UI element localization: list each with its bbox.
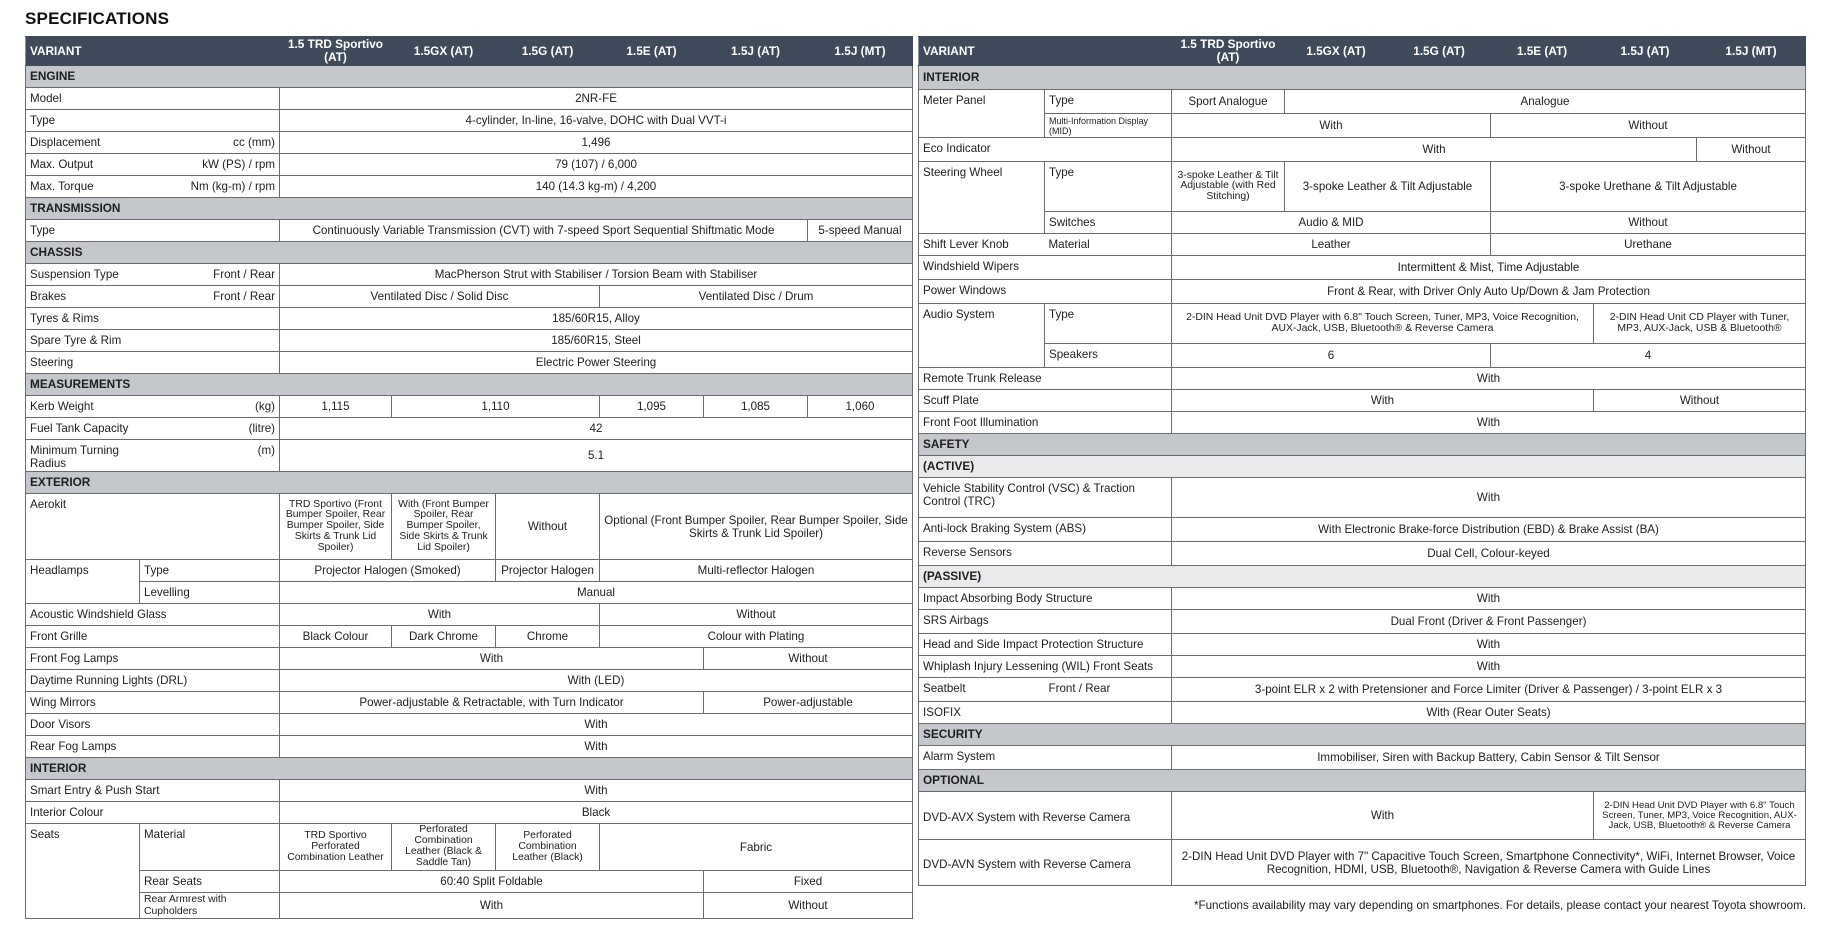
- spec-label: Windshield Wipers: [919, 256, 1172, 280]
- spec-unit: (m): [140, 440, 280, 472]
- variant-header: 1.5J (MT): [1697, 37, 1806, 66]
- table-row: [919, 518, 1806, 542]
- spec-label: Front Grille: [26, 626, 280, 648]
- table-row: [919, 542, 1806, 566]
- table-row: [26, 396, 913, 418]
- spec-value: 3-spoke Urethane & Tilt Adjustable: [1491, 162, 1806, 212]
- spec-value: Perforated Combination Leather (Black): [496, 824, 600, 871]
- spec-label: DVD-AVN System with Reverse Camera: [919, 840, 1172, 886]
- spec-value: 1,115: [280, 396, 392, 418]
- table-row: [26, 626, 913, 648]
- spec-label: Tyres & Rims: [26, 308, 280, 330]
- table-row: [26, 330, 913, 352]
- spec-value: 185/60R15, Steel: [280, 330, 913, 352]
- table-row: [919, 138, 1806, 162]
- spec-value: 79 (107) / 6,000: [280, 154, 913, 176]
- variant-header: 1.5G (AT): [496, 37, 600, 66]
- variant-header: 1.5J (MT): [808, 37, 913, 66]
- table-row: [919, 610, 1806, 634]
- spec-value: With: [1172, 656, 1806, 678]
- section-heading: ENGINE: [26, 66, 913, 88]
- spec-label: Vehicle Stability Control (VSC) & Traction Control (TRC): [919, 478, 1172, 518]
- spec-label: Displacement: [26, 132, 140, 154]
- table-row: [26, 736, 913, 758]
- variant-header: 1.5J (AT): [1594, 37, 1697, 66]
- spec-sublabel: Levelling: [140, 582, 280, 604]
- spec-value: With (Front Bumper Spoiler, Rear Bumper Spoiler, Side Skirts & Trunk Lid Spoiler): [392, 494, 496, 560]
- spec-unit: Nm (kg-m) / rpm: [140, 176, 280, 198]
- variant-header-row: [26, 37, 913, 66]
- spec-value: With: [280, 648, 704, 670]
- section-heading: CHASSIS: [26, 242, 913, 264]
- spec-value: With Electronic Brake-force Distribution (EBD) & Brake Assist (BA): [1172, 518, 1806, 542]
- table-row: [26, 88, 913, 110]
- spec-value: Analogue: [1285, 90, 1806, 114]
- spec-label: Minimum Turning Radius: [26, 440, 140, 472]
- spec-label: Power Windows: [919, 280, 1172, 304]
- spec-sublabel: Type: [1045, 162, 1172, 212]
- table-row: [26, 824, 913, 871]
- table-row: [26, 560, 913, 582]
- spec-label: Shift Lever Knob: [919, 234, 1045, 256]
- variant-header: 1.5 TRD Sportivo (AT): [1172, 37, 1285, 66]
- spec-label: Steering Wheel: [919, 162, 1045, 234]
- table-row: [26, 871, 913, 893]
- spec-value: With: [1172, 792, 1594, 840]
- spec-value: With: [1172, 368, 1806, 390]
- table-row: [26, 440, 913, 472]
- table-row: [26, 893, 913, 919]
- table-row: [919, 656, 1806, 678]
- footnote: *Functions availability may vary depending on smartphones. For details, please contact your nearest Toyota showroom.: [1194, 899, 1806, 912]
- spec-value: 60:40 Split Foldable: [280, 871, 704, 893]
- spec-value: With: [1172, 138, 1697, 162]
- spec-value: 185/60R15, Alloy: [280, 308, 913, 330]
- spec-value: Ventilated Disc / Drum: [600, 286, 913, 308]
- spec-label: Meter Panel: [919, 90, 1045, 138]
- spec-value: Manual: [280, 582, 913, 604]
- spec-value: 3-spoke Leather & Tilt Adjustable: [1285, 162, 1491, 212]
- spec-sublabel: Switches: [1045, 212, 1172, 234]
- spec-label: Reverse Sensors: [919, 542, 1172, 566]
- section-heading: INTERIOR: [26, 758, 913, 780]
- spec-value: With (LED): [280, 670, 913, 692]
- spec-value: 4: [1491, 344, 1806, 368]
- specs-table-right: [918, 36, 1806, 886]
- table-row: [919, 114, 1806, 138]
- table-row: [919, 390, 1806, 412]
- spec-value: Intermittent & Mist, Time Adjustable: [1172, 256, 1806, 280]
- spec-label: Type: [26, 220, 280, 242]
- spec-value: With: [280, 604, 600, 626]
- spec-value: With: [1172, 114, 1491, 138]
- spec-value: 1,095: [600, 396, 704, 418]
- spec-label: Head and Side Impact Protection Structure: [919, 634, 1172, 656]
- spec-label: DVD-AVX System with Reverse Camera: [919, 792, 1172, 840]
- section-heading: SECURITY: [919, 724, 1806, 746]
- spec-sublabel: Front / Rear: [1045, 678, 1172, 702]
- spec-label: Spare Tyre & Rim: [26, 330, 280, 352]
- page-title: SPECIFICATIONS: [25, 9, 170, 28]
- spec-label: Wing Mirrors: [26, 692, 280, 714]
- spec-unit: (kg): [140, 396, 280, 418]
- spec-value: Colour with Plating: [600, 626, 913, 648]
- table-row: [919, 588, 1806, 610]
- spec-value: Black Colour: [280, 626, 392, 648]
- spec-label: SRS Airbags: [919, 610, 1172, 634]
- variant-header: 1.5J (AT): [704, 37, 808, 66]
- spec-value: With: [1172, 412, 1806, 434]
- variant-header: 1.5E (AT): [600, 37, 704, 66]
- table-row: [919, 412, 1806, 434]
- spec-value: Projector Halogen: [496, 560, 600, 582]
- spec-label: Max. Torque: [26, 176, 140, 198]
- subsection-heading: (PASSIVE): [919, 566, 1806, 588]
- spec-value: 2NR-FE: [280, 88, 913, 110]
- spec-value: 1,496: [280, 132, 913, 154]
- spec-label: Whiplash Injury Lessening (WIL) Front Seats: [919, 656, 1172, 678]
- spec-value: Without: [1491, 114, 1806, 138]
- spec-value: 42: [280, 418, 913, 440]
- spec-value: 3-point ELR x 2 with Pretensioner and Force Limiter (Driver & Passenger) / 3-point ELR x 3: [1172, 678, 1806, 702]
- spec-value: Sport Analogue: [1172, 90, 1285, 114]
- spec-sublabel: Material: [1045, 234, 1172, 256]
- spec-value: Multi-reflector Halogen: [600, 560, 913, 582]
- table-row: [26, 692, 913, 714]
- table-row: [26, 670, 913, 692]
- spec-label: Smart Entry & Push Start: [26, 780, 280, 802]
- spec-label: Model: [26, 88, 280, 110]
- spec-value: 2-DIN Head Unit DVD Player with 6.8" Touch Screen, Tuner, MP3, Voice Recognition, AUX-Jack, USB, Bluetooth® & Reverse Camera: [1172, 304, 1594, 344]
- spec-label: Front Foot Illumination: [919, 412, 1172, 434]
- spec-value: Fabric: [600, 824, 913, 871]
- spec-sublabel: Type: [1045, 304, 1172, 344]
- spec-label: Rear Fog Lamps: [26, 736, 280, 758]
- spec-value: MacPherson Strut with Stabiliser / Torsion Beam with Stabiliser: [280, 264, 913, 286]
- table-row: [26, 176, 913, 198]
- table-row: [919, 702, 1806, 724]
- table-row: [26, 264, 913, 286]
- spec-unit: cc (mm): [140, 132, 280, 154]
- spec-value: Without: [1594, 390, 1806, 412]
- spec-value: Optional (Front Bumper Spoiler, Rear Bumper Spoiler, Side Skirts & Trunk Lid Spoiler): [600, 494, 913, 560]
- table-row: [26, 154, 913, 176]
- spec-value: Continuously Variable Transmission (CVT) with 7-speed Sport Sequential Shiftmatic Mode: [280, 220, 808, 242]
- spec-sublabel: Type: [1045, 90, 1172, 114]
- spec-value: Without: [496, 494, 600, 560]
- table-row: [919, 212, 1806, 234]
- spec-value: Black: [280, 802, 913, 824]
- spec-label: Seats: [26, 824, 140, 919]
- spec-sublabel: Material: [140, 824, 280, 871]
- table-row: [26, 648, 913, 670]
- spec-label: Anti-lock Braking System (ABS): [919, 518, 1172, 542]
- spec-label: Suspension Type: [26, 264, 140, 286]
- spec-value: Leather: [1172, 234, 1491, 256]
- table-row: [919, 280, 1806, 304]
- spec-value: Fixed: [704, 871, 913, 893]
- table-row: [919, 234, 1806, 256]
- spec-sublabel: Speakers: [1045, 344, 1172, 368]
- spec-value: TRD Sportivo (Front Bumper Spoiler, Rear Bumper Spoiler, Side Skirts & Trunk Lid Spoiler): [280, 494, 392, 560]
- spec-unit: kW (PS) / rpm: [140, 154, 280, 176]
- table-row: [26, 802, 913, 824]
- spec-value: TRD Sportivo Perforated Combination Leather: [280, 824, 392, 871]
- spec-value: Audio & MID: [1172, 212, 1491, 234]
- spec-value: 5-speed Manual: [808, 220, 913, 242]
- spec-value: With: [280, 780, 913, 802]
- spec-value: With: [1172, 634, 1806, 656]
- spec-label: Audio System: [919, 304, 1045, 368]
- spec-value: Without: [704, 648, 913, 670]
- spec-label: Acoustic Windshield Glass: [26, 604, 280, 626]
- section-heading: MEASUREMENTS: [26, 374, 913, 396]
- table-row: [919, 634, 1806, 656]
- table-row: [919, 478, 1806, 518]
- spec-label: Fuel Tank Capacity: [26, 418, 140, 440]
- variant-header: 1.5E (AT): [1491, 37, 1594, 66]
- spec-unit: Front / Rear: [140, 286, 280, 308]
- table-row: [26, 352, 913, 374]
- spec-unit: (litre): [140, 418, 280, 440]
- spec-value: Power-adjustable: [704, 692, 913, 714]
- variant-header-label: VARIANT: [26, 37, 280, 66]
- spec-value: Without: [704, 893, 913, 919]
- spec-value: 2-DIN Head Unit DVD Player with 6.8" Touch Screen, Tuner, MP3, Voice Recognition, AUX-Jack, USB, Bluetooth® & Reverse Camera: [1594, 792, 1806, 840]
- spec-value: With: [1172, 478, 1806, 518]
- section-heading: SAFETY: [919, 434, 1806, 456]
- spec-value: With: [280, 736, 913, 758]
- table-row: [919, 90, 1806, 114]
- spec-label: Seatbelt: [919, 678, 1045, 702]
- spec-value: 1,060: [808, 396, 913, 418]
- spec-label: Front Fog Lamps: [26, 648, 280, 670]
- table-row: [26, 418, 913, 440]
- spec-label: Kerb Weight: [26, 396, 140, 418]
- spec-sublabel: Rear Seats: [140, 871, 280, 893]
- spec-value: With: [280, 893, 704, 919]
- section-heading: INTERIOR: [919, 66, 1806, 90]
- variant-header: 1.5GX (AT): [392, 37, 496, 66]
- table-row: [919, 792, 1806, 840]
- table-row: [919, 678, 1806, 702]
- spec-sublabel: Rear Armrest with Cupholders: [140, 893, 280, 919]
- spec-label: Type: [26, 110, 280, 132]
- spec-label: Scuff Plate: [919, 390, 1172, 412]
- spec-value: Dark Chrome: [392, 626, 496, 648]
- subsection-heading: (ACTIVE): [919, 456, 1806, 478]
- table-row: [919, 368, 1806, 390]
- spec-value: Without: [1491, 212, 1806, 234]
- section-heading: TRANSMISSION: [26, 198, 913, 220]
- spec-label: Impact Absorbing Body Structure: [919, 588, 1172, 610]
- spec-label: Steering: [26, 352, 280, 374]
- spec-sublabel: Type: [140, 560, 280, 582]
- spec-label: ISOFIX: [919, 702, 1172, 724]
- table-row: [919, 162, 1806, 212]
- spec-label: Brakes: [26, 286, 140, 308]
- spec-label: Alarm System: [919, 746, 1172, 770]
- spec-value: 1,110: [392, 396, 600, 418]
- spec-label: Aerokit: [26, 494, 280, 560]
- spec-value: 1,085: [704, 396, 808, 418]
- table-row: [919, 304, 1806, 344]
- spec-label: Door Visors: [26, 714, 280, 736]
- table-row: [919, 746, 1806, 770]
- table-row: [26, 110, 913, 132]
- spec-value: 6: [1172, 344, 1491, 368]
- variant-header: 1.5GX (AT): [1285, 37, 1388, 66]
- spec-value: Urethane: [1491, 234, 1806, 256]
- spec-value: Electric Power Steering: [280, 352, 913, 374]
- variant-header: 1.5 TRD Sportivo (AT): [280, 37, 392, 66]
- spec-value: Immobiliser, Siren with Backup Battery, Cabin Sensor & Tilt Sensor: [1172, 746, 1806, 770]
- spec-value: 2-DIN Head Unit CD Player with Tuner, MP3, AUX-Jack, USB & Bluetooth®: [1594, 304, 1806, 344]
- variant-header-label: VARIANT: [919, 37, 1172, 66]
- section-heading: OPTIONAL: [919, 770, 1806, 792]
- table-row: [26, 308, 913, 330]
- table-row: [26, 220, 913, 242]
- section-heading: EXTERIOR: [26, 472, 913, 494]
- spec-value: With: [1172, 390, 1594, 412]
- spec-sublabel: Multi-Information Display (MID): [1045, 114, 1172, 138]
- spec-value: 2-DIN Head Unit DVD Player with 7" Capacitive Touch Screen, Smartphone Connectivity*, WiFi, Internet Browser, Voice Recognition, HDMI, USB, Bluetooth®, Navigation & Reverse Camera with Guide Lines: [1172, 840, 1806, 886]
- spec-label: Daytime Running Lights (DRL): [26, 670, 280, 692]
- spec-value: Front & Rear, with Driver Only Auto Up/Down & Jam Protection: [1172, 280, 1806, 304]
- specs-table-left: [25, 36, 913, 919]
- spec-value: Dual Cell, Colour-keyed: [1172, 542, 1806, 566]
- variant-header: 1.5G (AT): [1388, 37, 1491, 66]
- spec-label: Interior Colour: [26, 802, 280, 824]
- spec-value: Without: [600, 604, 913, 626]
- spec-label: Remote Trunk Release: [919, 368, 1172, 390]
- spec-value: 4-cylinder, In-line, 16-valve, DOHC with Dual VVT-i: [280, 110, 913, 132]
- table-row: [26, 494, 913, 560]
- spec-value: Perforated Combination Leather (Black & Saddle Tan): [392, 824, 496, 871]
- spec-label: Eco Indicator: [919, 138, 1172, 162]
- table-row: [26, 286, 913, 308]
- spec-value: Dual Front (Driver & Front Passenger): [1172, 610, 1806, 634]
- table-row: [26, 780, 913, 802]
- spec-value: 140 (14.3 kg-m) / 4,200: [280, 176, 913, 198]
- spec-value: Projector Halogen (Smoked): [280, 560, 496, 582]
- table-row: [26, 604, 913, 626]
- spec-value: Ventilated Disc / Solid Disc: [280, 286, 600, 308]
- spec-value: 5.1: [280, 440, 913, 472]
- table-row: [26, 714, 913, 736]
- spec-value: Power-adjustable & Retractable, with Turn Indicator: [280, 692, 704, 714]
- spec-value: 3-spoke Leather & Tilt Adjustable (with Red Stitching): [1172, 162, 1285, 212]
- spec-value: Without: [1697, 138, 1806, 162]
- table-row: [919, 256, 1806, 280]
- spec-label: Headlamps: [26, 560, 140, 604]
- table-row: [26, 582, 913, 604]
- table-row: [919, 344, 1806, 368]
- table-row: [26, 132, 913, 154]
- spec-value: With: [280, 714, 913, 736]
- spec-value: Chrome: [496, 626, 600, 648]
- spec-value: With: [1172, 588, 1806, 610]
- variant-header-row: [919, 37, 1806, 66]
- spec-unit: Front / Rear: [140, 264, 280, 286]
- spec-label: Max. Output: [26, 154, 140, 176]
- spec-value: With (Rear Outer Seats): [1172, 702, 1806, 724]
- table-row: [919, 840, 1806, 886]
